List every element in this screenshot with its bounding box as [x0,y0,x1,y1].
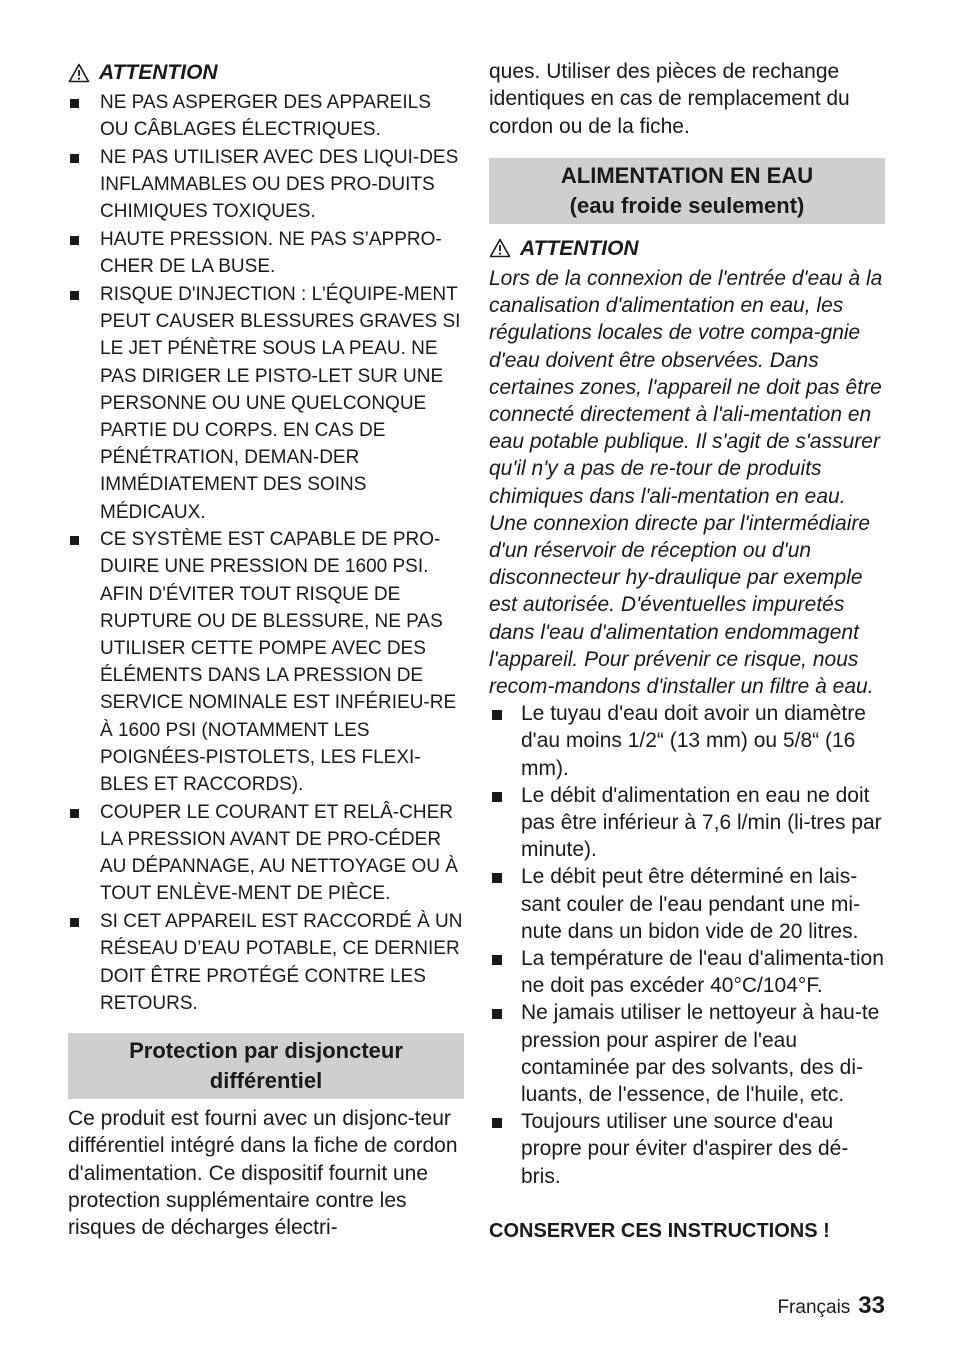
bullet-square-icon [70,99,79,108]
bullet-square-icon [492,1009,502,1019]
bullet-square-icon [492,955,502,965]
list-item: NE PAS ASPERGER DES APPAREILS OU CÂBLAGES ÉLECTRIQUES. [68,89,464,143]
bullet-square-icon [70,154,79,163]
water-requirements-list [489,700,885,1190]
bullet-square-icon [70,236,79,245]
list-item: La température de l'eau d'alimenta-tion ne doit pas excéder 40°C/104°F. [489,945,885,999]
right-column [489,58,885,1244]
keep-instructions-note: CONSERVER CES INSTRUCTIONS ! [489,1219,830,1242]
protection-paragraph: Ce produit est fourni avec un disjonc-teur différentiel intégré dans la fiche de cordon d'alimentation. Ce dispositif fournit une protection supplémentaire contre les risques de décharges électri- [68,1106,458,1240]
list-item: HAUTE PRESSION. NE PAS S’APPRO-CHER DE LA BUSE. [68,226,464,280]
list-item: Ne jamais utiliser le nettoyeur à hau-te pression pour aspirer de l'eau contaminée par des solvants, des di-luants, de l'essence, de l'huile, etc. [489,999,885,1108]
list-item: Toujours utiliser une source d'eau propre pour éviter d'aspirer des dé-bris. [489,1108,885,1190]
list-item: CE SYSTÈME EST CAPABLE DE PRO-DUIRE UNE PRESSION DE 1600 PSI. AFIN D'ÉVITER TOUT RISQUE DE RUPTURE OU DE BLESSURE, NE PAS UTILISER CETTE POMPE AVEC DES ÉLÉMENTS DANS LA PRESSION DE SERVICE NOMINALE EST INFÉRIEU-RE À 1600 PSI (NOTAMMENT LES POIGNÉES-PISTOLETS, LES FLEXI-BLES ET RACCORDS). [68,526,464,798]
list-item: Le débit peut être déterminé en lais-sant couler de l'eau pendant une mi-nute dans un bidon vide de 20 litres. [489,863,885,945]
warning-triangle-icon [489,238,511,258]
left-column [68,58,464,1241]
page-number: 33 [858,1292,885,1319]
bullet-square-icon [492,1118,502,1128]
section-heading-water-supply: ALIMENTATION EN EAU (eau froide seulement) [489,158,885,224]
list-item: COUPER LE COURANT ET RELÂ-CHER LA PRESSION AVANT DE PRO-CÉDER AU DÉPANNAGE, AU NETTOYAGE OU À TOUT ENLÈVE-MENT DE PIÈCE. [68,799,464,908]
warning-list [68,89,464,1017]
attention-heading [489,234,885,263]
attention-paragraph: Lors de la connexion de l'entrée d'eau à la canalisation d'alimentation en eau, les régulations locales de votre compa-gnie d'eau doivent être observées. Dans certaines zones, l'appareil ne doit pas être connecté directement à l'ali-mentation en eau potable publique. Il s'agit de s'assurer qu'il n'y a pas de re-tour de produits chimiques dans l'ali-mentation en eau. Une connexion directe par l'intermédiaire d'un réservoir de réception ou d'un disconnecteur hy-draulique par exemple est autorisée. D'éventuelles impuretés dans l'eau d'alimentation endommagent l'appareil. Pour prévenir ce risque, nous recom-mandons d'installer un filtre à eau. [489,266,883,698]
list-item: SI CET APPAREIL EST RACCORDÉ À UN RÉSEAU D’EAU POTABLE, CE DERNIER DOIT ÊTRE PROTÉGÉ CONTRE LES RETOURS. [68,908,464,1017]
list-item: RISQUE D'INJECTION : L'ÉQUIPE-MENT PEUT CAUSER BLESSURES GRAVES SI LE JET PÉNÈTRE SOUS LA PEAU. NE PAS DIRIGER LE PISTO-LET SUR UNE PERSONNE OU UNE QUELCONQUE PARTIE DU CORPS. EN CAS DE PÉNÉTRATION, DEMAN-DER IMMÉDIATEMENT DES SOINS MÉDICAUX. [68,281,464,526]
attention-label: ATTENTION [99,61,218,84]
list-item: NE PAS UTILISER AVEC DES LIQUI-DES INFLAMMABLES OU DES PRO-DUITS CHIMIQUES TOXIQUES. [68,144,464,226]
warning-triangle-icon [68,63,90,83]
bullet-square-icon [70,918,79,927]
attention-heading [68,58,464,87]
bullet-square-icon [70,809,79,818]
bullet-square-icon [492,873,502,883]
attention-label: ATTENTION [520,236,639,260]
continued-paragraph: ques. Utiliser des pièces de rechange identiques en cas de remplacement du cordon ou de la fiche. [489,60,850,138]
list-item: Le tuyau d'eau doit avoir un diamètre d'au moins 1/2“ (13 mm) ou 5/8“ (16 mm). [489,700,885,782]
bullet-square-icon [70,536,79,545]
bullet-square-icon [492,792,502,802]
bullet-square-icon [70,291,79,300]
bullet-square-icon [492,710,502,720]
page-footer [777,1292,885,1320]
footer-language: Français [777,1297,851,1318]
list-item: Le débit d'alimentation en eau ne doit pas être inférieur à 7,6 l/min (li-tres par minute). [489,782,885,864]
section-heading-protection: Protection par disjoncteur différentiel [68,1033,464,1099]
